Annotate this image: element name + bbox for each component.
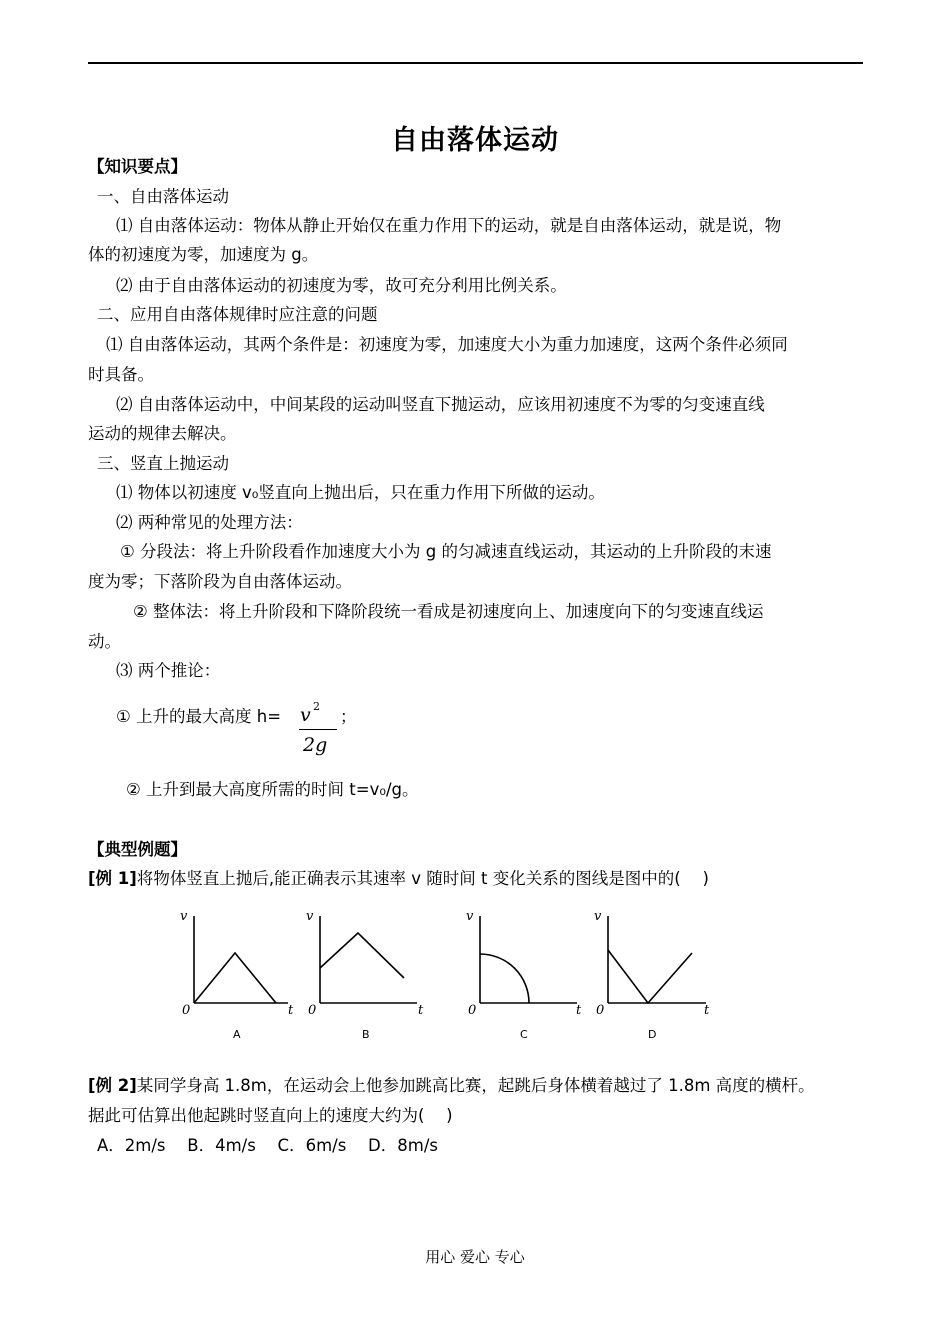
graph-b-v-label: v	[306, 909, 314, 924]
header-rule	[88, 62, 863, 64]
paragraph-line: ⑵ 由于自由落体运动的初速度为零，故可充分利用比例关系。	[116, 276, 567, 295]
heading-free-fall: 一、自由落体运动	[97, 187, 229, 206]
graph-a-v-label: v	[180, 909, 188, 924]
paragraph-line: ⑴ 物体以初速度 v₀竖直向上抛出后，只在重力作用下所做的运动。	[116, 483, 605, 502]
section-header-knowledge: 【知识要点】	[88, 157, 187, 176]
formula-end: ；	[340, 707, 357, 726]
graph-a-t-label: t	[288, 1003, 294, 1018]
graph-c	[462, 908, 592, 1042]
paragraph-line: ⑴ 自由落体运动：物体从静止开始仅在重力作用下的运动，就是自由落体运动，就是说，物	[116, 216, 782, 235]
graph-a	[176, 908, 301, 1042]
paragraph-line: 时具备。	[88, 365, 154, 384]
graph-d-t-label: t	[704, 1003, 710, 1018]
formula-label: ① 上升的最大高度 h=	[116, 707, 282, 726]
fraction-bar	[299, 729, 337, 730]
formula-superscript: 2	[313, 700, 320, 713]
heading-notes: 二、应用自由落体规律时应注意的问题	[97, 305, 378, 324]
formula-denominator: 2g	[303, 734, 328, 756]
section-header-examples: 【典型例题】	[88, 840, 187, 859]
formula-numerator: v	[300, 704, 311, 726]
page-title: 自由落体运动	[391, 125, 559, 156]
graph-c-v-label: v	[466, 909, 474, 924]
paragraph-line: 度为零；下落阶段为自由落体运动。	[88, 572, 352, 591]
example-1-tag: [例 1]	[88, 869, 137, 888]
example-1-question	[88, 868, 709, 890]
graph-c-label: C	[520, 1028, 528, 1041]
paragraph-line: ② 上升到最大高度所需的时间 t=v₀/g。	[126, 780, 419, 799]
paragraph-line: 体的初速度为零，加速度为 g。	[88, 245, 319, 264]
paragraph-line: ① 分段法：将上升阶段看作加速度大小为 g 的匀减速直线运动，其运动的上升阶段的末速	[120, 542, 772, 561]
example-2-question	[88, 1075, 815, 1097]
graph-b-t-label: t	[418, 1003, 424, 1018]
graph-b	[302, 908, 432, 1042]
paragraph-line: ② 整体法：将上升阶段和下降阶段统一看成是初速度向上、加速度向下的匀变速直线运	[133, 602, 764, 621]
graph-b-curve	[320, 933, 404, 978]
paragraph-line: ⑶ 两个推论：	[116, 661, 221, 680]
paragraph-line: ⑵ 两种常见的处理方法：	[116, 513, 303, 532]
heading-vertical-throw: 三、竖直上抛运动	[97, 454, 229, 473]
graph-d-v-label: v	[594, 909, 602, 924]
example-2-text: 某同学身高 1.8m，在运动会上他参加跳高比赛，起跳后身体横着越过了 1.8m 高度的横杆。	[136, 1076, 815, 1095]
graph-c-t-label: t	[576, 1003, 582, 1018]
graph-d-curve	[608, 950, 692, 1003]
graph-b-origin: 0	[308, 1003, 317, 1018]
graph-c-curve	[480, 954, 529, 1003]
graph-d-origin: 0	[596, 1003, 605, 1018]
page-footer: 用心 爱心 专心	[425, 1248, 525, 1266]
example-1-text: 将物体竖直上抛后,能正确表示其速率 v 随时间 t 变化关系的图线是图中的( )	[136, 869, 709, 888]
graph-b-label: B	[362, 1028, 370, 1041]
paragraph-line: 运动的规律去解决。	[88, 424, 237, 443]
graph-a-origin: 0	[182, 1003, 191, 1018]
graph-d	[590, 908, 720, 1042]
paragraph-line: 动。	[88, 632, 121, 651]
example-2-options: A．2m/s B．4m/s C．6m/s D．8m/s	[97, 1136, 438, 1155]
graph-c-origin: 0	[468, 1003, 477, 1018]
paragraph-line: ⑵ 自由落体运动中，中间某段的运动叫竖直下抛运动，应该用初速度不为零的匀变速直线	[116, 395, 765, 414]
graph-a-curve	[194, 953, 276, 1003]
graph-a-label: A	[233, 1028, 241, 1041]
graph-d-label: D	[648, 1028, 657, 1041]
example-2-question-cont: 据此可估算出他起跳时竖直向上的速度大约为( )	[88, 1106, 453, 1125]
example-2-tag: [例 2]	[88, 1076, 137, 1095]
paragraph-line: ⑴ 自由落体运动，其两个条件是：初速度为零，加速度大小为重力加速度，这两个条件必须同	[106, 335, 788, 354]
